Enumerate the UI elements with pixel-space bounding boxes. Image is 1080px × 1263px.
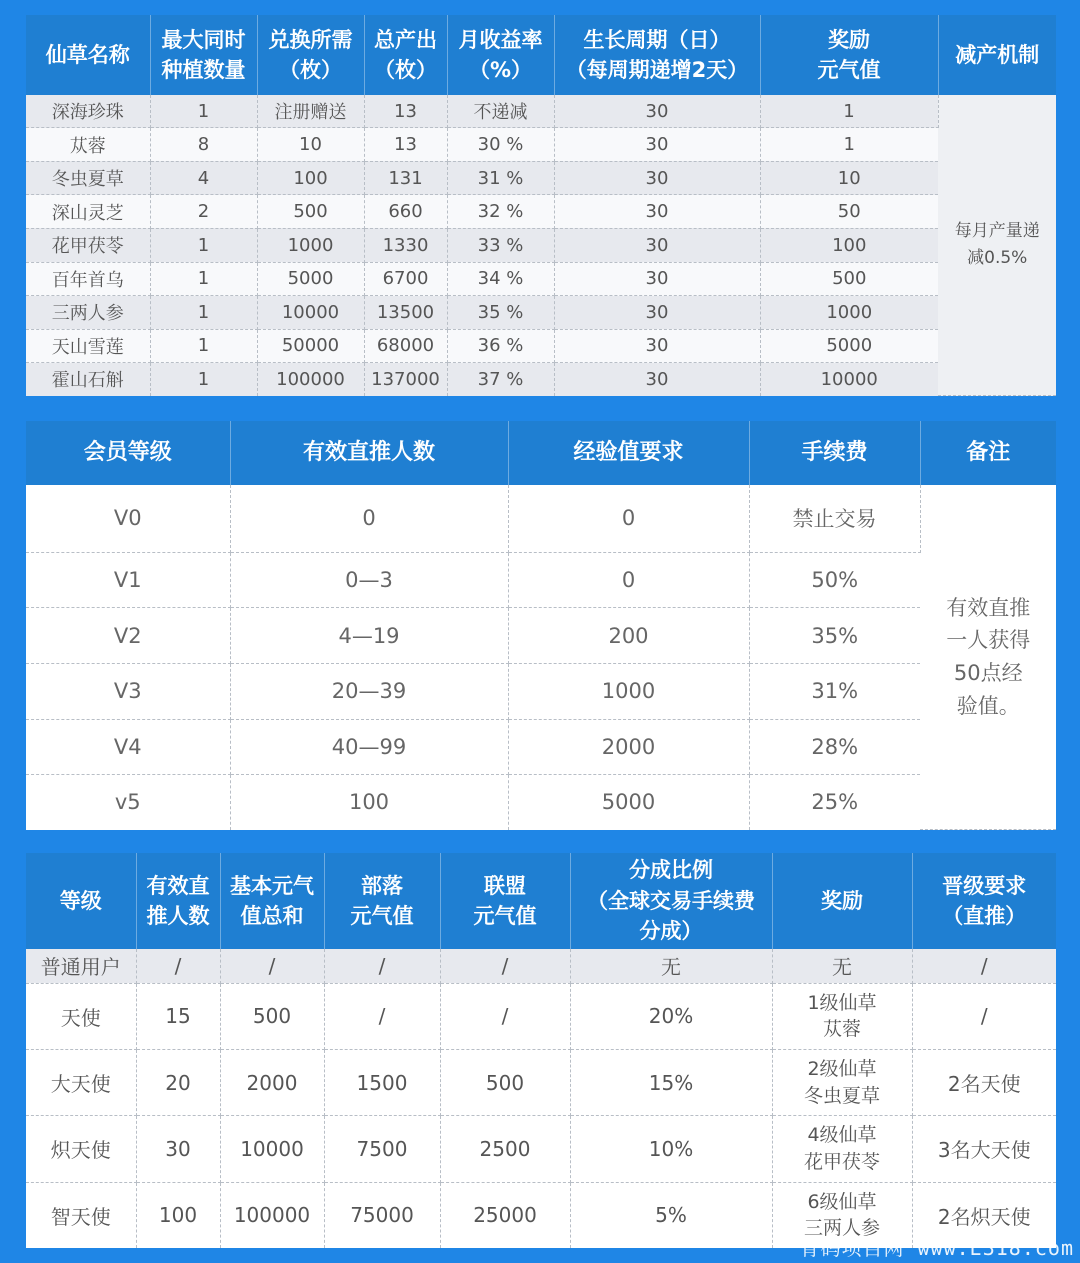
rank-reward-cell: 2级仙草 冬虫夏草 [772,1049,912,1115]
rank-reward-cell: 1级仙草 苁蓉 [772,983,912,1049]
rank-share-cell: 20% [570,983,772,1049]
table-row [26,1049,1056,1115]
rank-share-cell: 无 [570,949,772,983]
table-row [26,95,1056,128]
rank-alliance-energy-cell: / [440,983,570,1049]
member-exp-cell: 0 [508,552,749,608]
table-row [26,663,1056,719]
herb-name-cell: 冬虫夏草 [26,161,150,195]
member-exp-header: 经验值要求 [508,421,749,485]
herb-col-cost-header: 兑换所需 （枚） [257,15,364,95]
herb-cost-cell: 10000 [257,296,364,330]
rank-share-cell: 5% [570,1182,772,1248]
herb-cost-cell: 100000 [257,363,364,396]
rank-reward-header: 奖励 [772,853,912,949]
herb-max-cell: 1 [150,262,257,296]
herb-cycle-cell: 30 [554,161,760,195]
herb-reward-cell: 100 [760,228,938,262]
rank-promotion-cell: / [912,949,1056,983]
rank-referrals-cell: 100 [136,1182,220,1248]
member-level-cell: V2 [26,608,230,664]
herb-table-header-row [26,15,1056,95]
herb-rate-cell: 31 % [447,161,554,195]
member-level-cell: V4 [26,719,230,775]
member-exp-cell: 0 [508,485,749,552]
rank-promotion-cell: 2名炽天使 [912,1182,1056,1248]
member-level-cell: V1 [26,552,230,608]
herb-reward-cell: 1 [760,95,938,128]
herb-cost-cell: 100 [257,161,364,195]
herb-table [26,15,1056,396]
member-referrals-cell: 0—3 [230,552,508,608]
rank-alliance-energy-cell: / [440,949,570,983]
rank-level-cell: 天使 [26,983,136,1049]
member-level-cell: v5 [26,775,230,830]
herb-cost-cell: 5000 [257,262,364,296]
herb-col-reward-header: 奖励 元气值 [760,15,938,95]
herb-name-cell: 深山灵芝 [26,195,150,229]
rank-base-energy-cell: 10000 [220,1116,324,1182]
herb-cycle-cell: 30 [554,228,760,262]
herb-max-cell: 1 [150,363,257,396]
member-fee-cell: 35% [749,608,920,664]
herb-output-cell: 131 [364,161,447,195]
rank-base-energy-cell: 500 [220,983,324,1049]
member-fee-header: 手续费 [749,421,920,485]
rank-tribe-energy-cell: / [324,983,440,1049]
rank-promotion-cell: / [912,983,1056,1049]
table-row [26,983,1056,1049]
herb-max-cell: 2 [150,195,257,229]
rank-promotion-cell: 2名天使 [912,1049,1056,1115]
table-row [26,128,1056,162]
herb-max-cell: 1 [150,228,257,262]
member-table-panel [26,421,1056,830]
member-fee-cell: 31% [749,663,920,719]
herb-rate-cell: 34 % [447,262,554,296]
member-exp-cell: 200 [508,608,749,664]
herb-rate-cell: 37 % [447,363,554,396]
herb-col-output-header: 总产出 （枚） [364,15,447,95]
herb-max-cell: 1 [150,329,257,363]
member-level-cell: V3 [26,663,230,719]
herb-table-panel [26,15,1056,396]
herb-name-cell: 百年首乌 [26,262,150,296]
rank-referrals-cell: 15 [136,983,220,1049]
member-fee-cell: 禁止交易 [749,485,920,552]
herb-max-cell: 1 [150,296,257,330]
rank-level-cell: 智天使 [26,1182,136,1248]
rank-tribe-energy-cell: 1500 [324,1049,440,1115]
rank-tribe-energy-header: 部落 元气值 [324,853,440,949]
herb-output-cell: 6700 [364,262,447,296]
rank-alliance-energy-cell: 25000 [440,1182,570,1248]
herb-max-cell: 1 [150,95,257,128]
rank-alliance-energy-cell: 2500 [440,1116,570,1182]
rank-share-cell: 10% [570,1116,772,1182]
herb-reward-cell: 10 [760,161,938,195]
member-exp-cell: 2000 [508,719,749,775]
rank-base-energy-cell: 2000 [220,1049,324,1115]
herb-rate-cell: 35 % [447,296,554,330]
herb-cost-cell: 1000 [257,228,364,262]
table-row [26,719,1056,775]
table-row [26,195,1056,229]
herb-max-cell: 8 [150,128,257,162]
herb-reward-cell: 1 [760,128,938,162]
member-table [26,421,1056,830]
rank-referrals-cell: 20 [136,1049,220,1115]
table-row [26,608,1056,664]
rank-alliance-energy-cell: 500 [440,1049,570,1115]
rank-level-cell: 大天使 [26,1049,136,1115]
herb-col-name-header: 仙草名称 [26,15,150,95]
herb-name-cell: 三两人参 [26,296,150,330]
rank-referrals-cell: / [136,949,220,983]
herb-cycle-cell: 30 [554,95,760,128]
herb-rate-cell: 不递减 [447,95,554,128]
herb-output-cell: 137000 [364,363,447,396]
watermark: 青码项目网 www.E318.com [799,1236,1074,1260]
rank-alliance-energy-header: 联盟 元气值 [440,853,570,949]
member-fee-cell: 25% [749,775,920,830]
rank-promotion-header: 晋级要求 （直推） [912,853,1056,949]
herb-cycle-cell: 30 [554,262,760,296]
member-note: 有效直推一人获得50点经验值。 [946,595,1031,718]
table-row [26,228,1056,262]
rank-table [26,853,1056,1248]
herb-col-cycle-header: 生长周期（日） （每周期递增2天） [554,15,760,95]
herb-rate-cell: 32 % [447,195,554,229]
table-row [26,363,1056,396]
rank-level-cell: 普通用户 [26,949,136,983]
member-referrals-cell: 100 [230,775,508,830]
rank-tribe-energy-cell: / [324,949,440,983]
herb-cost-cell: 10 [257,128,364,162]
rank-share-header: 分成比例 （全球交易手续费 分成） [570,853,772,949]
herb-reward-cell: 1000 [760,296,938,330]
table-row [26,775,1056,830]
member-referrals-cell: 4—19 [230,608,508,664]
rank-level-header: 等级 [26,853,136,949]
herb-output-cell: 1330 [364,228,447,262]
table-row [26,485,1056,552]
table-row [26,949,1056,983]
herb-rate-cell: 36 % [447,329,554,363]
herb-cost-cell: 50000 [257,329,364,363]
herb-name-cell: 苁蓉 [26,128,150,162]
table-row [26,262,1056,296]
rank-base-energy-header: 基本元气 值总和 [220,853,324,949]
table-row [26,1116,1056,1182]
rank-reward-cell: 6级仙草 三两人参 [772,1182,912,1248]
herb-cycle-cell: 30 [554,329,760,363]
herb-cycle-cell: 30 [554,195,760,229]
herb-col-rate-header: 月收益率 （%） [447,15,554,95]
herb-output-cell: 13500 [364,296,447,330]
herb-cycle-cell: 30 [554,363,760,396]
herb-reward-cell: 5000 [760,329,938,363]
member-referrals-header: 有效直推人数 [230,421,508,485]
rank-reward-cell: 无 [772,949,912,983]
rank-tribe-energy-cell: 7500 [324,1116,440,1182]
herb-cycle-cell: 30 [554,128,760,162]
table-row [26,552,1056,608]
herb-name-cell: 霍山石斛 [26,363,150,396]
rank-base-energy-cell: 100000 [220,1182,324,1248]
herb-output-cell: 13 [364,128,447,162]
member-exp-cell: 1000 [508,663,749,719]
member-note-header: 备注 [920,421,1056,485]
rank-tribe-energy-cell: 75000 [324,1182,440,1248]
rank-referrals-header: 有效直 推人数 [136,853,220,949]
rank-base-energy-cell: / [220,949,324,983]
rank-level-cell: 炽天使 [26,1116,136,1182]
herb-col-max-count-header: 最大同时 种植数量 [150,15,257,95]
member-referrals-cell: 40—99 [230,719,508,775]
member-referrals-cell: 20—39 [230,663,508,719]
table-row [26,296,1056,330]
herb-name-cell: 天山雪莲 [26,329,150,363]
herb-cost-cell: 500 [257,195,364,229]
table-row [26,329,1056,363]
member-table-header-row [26,421,1056,485]
rank-table-header-row [26,853,1056,949]
table-row [26,161,1056,195]
reduction-note-cell [938,95,1056,396]
herb-reward-cell: 500 [760,262,938,296]
herb-rate-cell: 30 % [447,128,554,162]
member-referrals-cell: 0 [230,485,508,552]
rank-table-panel [26,853,1056,1248]
rank-reward-cell: 4级仙草 花甲茯苓 [772,1116,912,1182]
herb-output-cell: 660 [364,195,447,229]
herb-output-cell: 13 [364,95,447,128]
herb-output-cell: 68000 [364,329,447,363]
herb-cost-cell: 注册赠送 [257,95,364,128]
reduction-note: 每月产量递减0.5% [954,220,1040,268]
member-level-header: 会员等级 [26,421,230,485]
herb-col-reduction-header: 减产机制 [938,15,1056,95]
herb-reward-cell: 50 [760,195,938,229]
herb-name-cell: 深海珍珠 [26,95,150,128]
herb-reward-cell: 10000 [760,363,938,396]
herb-cycle-cell: 30 [554,296,760,330]
member-level-cell: V0 [26,485,230,552]
member-fee-cell: 28% [749,719,920,775]
herb-name-cell: 花甲茯苓 [26,228,150,262]
member-fee-cell: 50% [749,552,920,608]
rank-promotion-cell: 3名大天使 [912,1116,1056,1182]
member-exp-cell: 5000 [508,775,749,830]
rank-share-cell: 15% [570,1049,772,1115]
herb-rate-cell: 33 % [447,228,554,262]
rank-referrals-cell: 30 [136,1116,220,1182]
herb-max-cell: 4 [150,161,257,195]
member-note-cell [920,485,1056,830]
